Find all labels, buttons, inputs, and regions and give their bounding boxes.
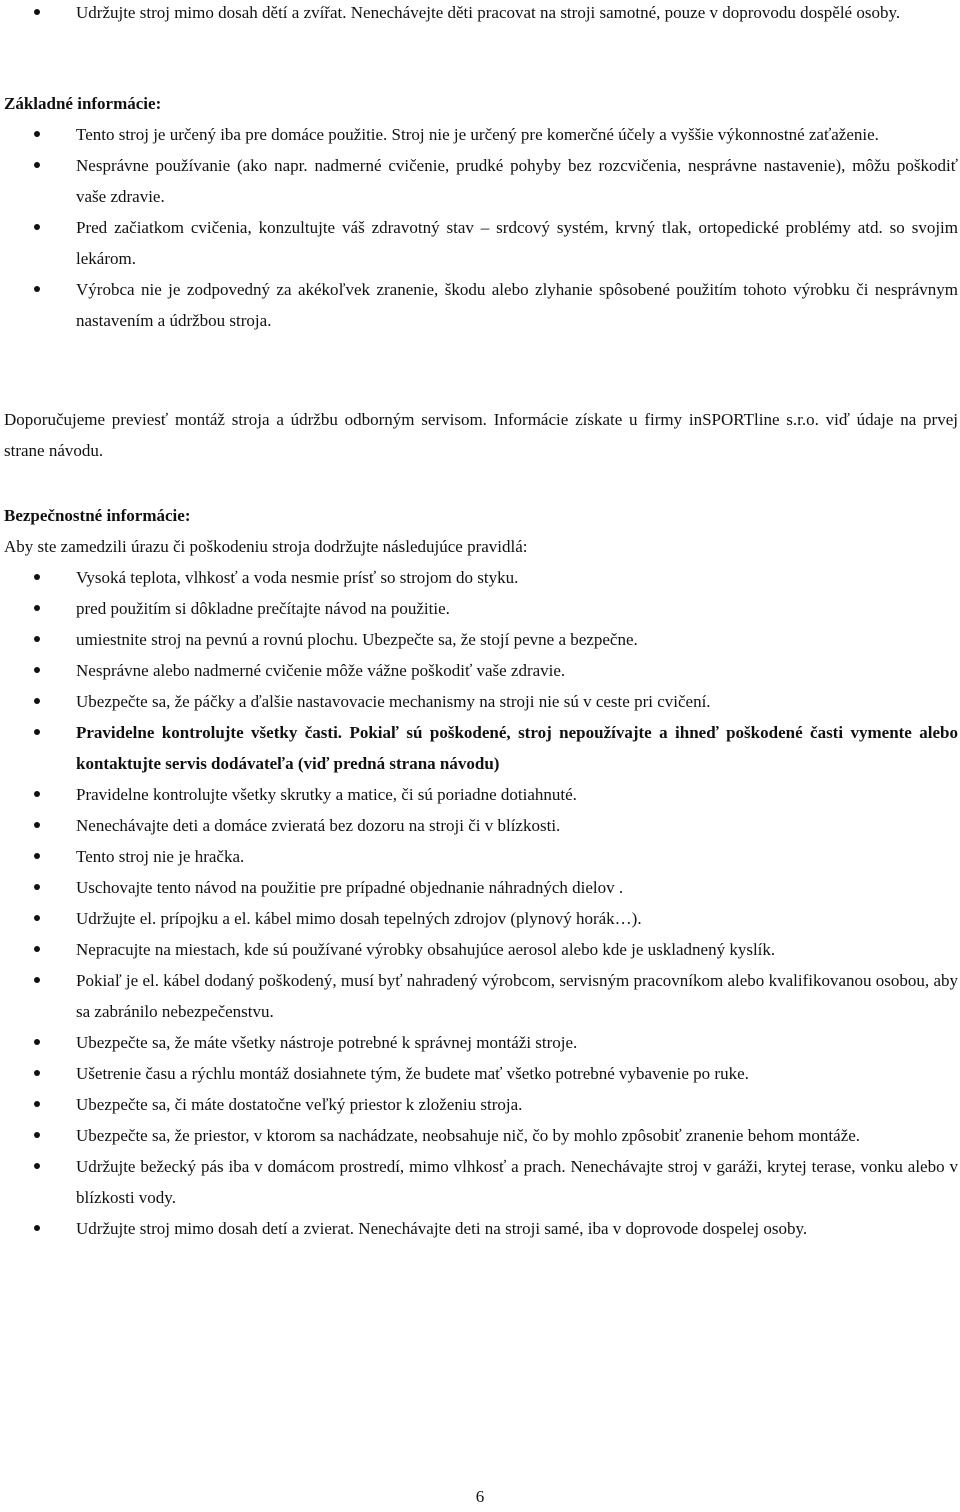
basic-info-list	[0, 119, 960, 336]
list-item: Vysoká teplota, vlhkosť a voda nesmie prísť so strojom do styku.	[0, 562, 960, 593]
list-item: umiestnite stroj na pevnú a rovnú plochu. Ubezpečte sa, že stojí pevne a bezpečne.	[0, 624, 960, 655]
bullet-icon	[34, 636, 40, 642]
list-item: Ubezpečte sa, že páčky a ďalšie nastavovacie mechanismy na stroji nie sú v ceste pri cvičení.	[0, 686, 960, 717]
list-item: Udržujte stroj mimo dosah detí a zvierat. Nenechávajte deti na stroji samé, iba v doprovode dospelej osoby.	[0, 1213, 960, 1244]
bullet-icon	[34, 729, 40, 735]
recommendation-paragraph: Doporučujeme previesť montáž stroja a údržbu odborným servisom. Informácie získate u firmy inSPORTline s.r.o. viď údaje na prvej strane návodu.	[4, 410, 958, 460]
list-item-bold: Pravidelne kontrolujte všetky časti. Pokiaľ sú poškodené, stroj nepoužívajte a ihneď poškodené časti vymente alebo kontaktujte servis dodávateľa (viď predná strana návodu)	[0, 717, 960, 779]
bullet-icon	[34, 162, 40, 168]
bullet-icon	[34, 915, 40, 921]
list-item: Nesprávne používanie (ako napr. nadmerné cvičenie, prudké pohyby bez rozcvičenia, nesprávne nastavenie), môžu poškodiť vaše zdravie.	[0, 150, 960, 212]
list-item: Nesprávne alebo nadmerné cvičenie môže vážne poškodiť vaše zdravie.	[0, 655, 960, 686]
bullet-icon	[34, 853, 40, 859]
bullet-icon	[34, 1163, 40, 1169]
list-item: Ubezpečte sa, že máte všetky nástroje potrebné k správnej montáži stroje.	[0, 1027, 960, 1058]
safety-info-heading: Bezpečnostné informácie:	[4, 506, 191, 525]
safety-intro: Aby ste zamedzili úrazu či poškodeniu stroja dodržujte následujúce pravidlá:	[4, 537, 528, 556]
list-item: Pred začiatkom cvičenia, konzultujte váš zdravotný stav – srdcový systém, krvný tlak, ortopedické problémy atd. so svojim lekárom.	[0, 212, 960, 274]
bullet-icon	[34, 1070, 40, 1076]
list-item: Uschovajte tento návod na použitie pre prípadné objednanie náhradných dielov .	[0, 872, 960, 903]
list-item: Nenechávajte deti a domáce zvieratá bez dozoru na stroji či v blízkosti.	[0, 810, 960, 841]
list-item: Tento stroj je určený iba pre domáce použitie. Stroj nie je určený pre komerčné účely a vyššie výkonnostné zaťaženie.	[0, 119, 960, 150]
bullet-icon	[34, 1101, 40, 1107]
bullet-icon	[34, 884, 40, 890]
bullet-icon	[34, 605, 40, 611]
list-item: Ubezpečte sa, či máte dostatočne veľký priestor k zloženiu stroja.	[0, 1089, 960, 1120]
bullet-icon	[34, 822, 40, 828]
bullet-icon	[34, 1132, 40, 1138]
list-item: Ušetrenie času a rýchlu montáž dosiahnete tým, že budete mať všetko potrebné vybavenie po ruke.	[0, 1058, 960, 1089]
bullet-icon	[34, 131, 40, 137]
safety-info-section	[0, 500, 960, 1244]
list-item: Ubezpečte sa, že priestor, v ktorom sa nachádzate, neobsahuje nič, čo by mohlo zpôsobiť zranenie behom montáže.	[0, 1120, 960, 1151]
list-item: Nepracujte na miestach, kde sú používané výrobky obsahujúce aerosol alebo kde je uskladnený kyslík.	[0, 934, 960, 965]
list-item: Pokiaľ je el. kábel dodaný poškodený, musí byť nahradený výrobcom, servisným pracovníkom alebo kvalifikovanou osobou, aby sa zabránilo nebezpečenstvu.	[0, 965, 960, 1027]
bullet-icon	[34, 224, 40, 230]
list-item: pred použitím si dôkladne prečítajte návod na použitie.	[0, 593, 960, 624]
list-item: Udržujte stroj mimo dosah dětí a zvířat. Nenechávejte děti pracovat na stroji samotné, pouze v doprovodu dospělé osoby.	[0, 0, 960, 28]
list-item: Pravidelne kontrolujte všetky skrutky a matice, či sú poriadne dotiahnuté.	[0, 779, 960, 810]
bullet-icon	[34, 9, 40, 15]
bullet-icon	[34, 667, 40, 673]
list-item: Tento stroj nie je hračka.	[0, 841, 960, 872]
bullet-icon	[34, 574, 40, 580]
list-item: Udržujte bežecký pás iba v domácom prostredí, mimo vlhkosť a prach. Nenechávajte stroj v garáži, krytej terase, vonku alebo v blízkosti vody.	[0, 1151, 960, 1213]
top-list	[0, 0, 960, 28]
safety-list	[0, 562, 960, 1244]
bullet-icon	[34, 946, 40, 952]
bullet-icon	[34, 791, 40, 797]
top-section	[0, 0, 960, 28]
bullet-icon	[34, 286, 40, 292]
recommendation-section	[0, 404, 960, 466]
bullet-icon	[34, 1225, 40, 1231]
list-item: Výrobca nie je zodpovedný za akékoľvek zranenie, škodu alebo zlyhanie spôsobené použitím tohoto výrobku či nesprávnym nastavením a údržbou stroja.	[0, 274, 960, 336]
bullet-icon	[34, 977, 40, 983]
bullet-icon	[34, 1039, 40, 1045]
basic-info-heading: Základné informácie:	[4, 94, 162, 113]
page-number: 6	[475, 1487, 485, 1506]
basic-info-section	[0, 88, 960, 336]
list-item: Udržujte el. prípojku a el. kábel mimo dosah tepelných zdrojov (plynový horák…).	[0, 903, 960, 934]
bullet-icon	[34, 698, 40, 704]
